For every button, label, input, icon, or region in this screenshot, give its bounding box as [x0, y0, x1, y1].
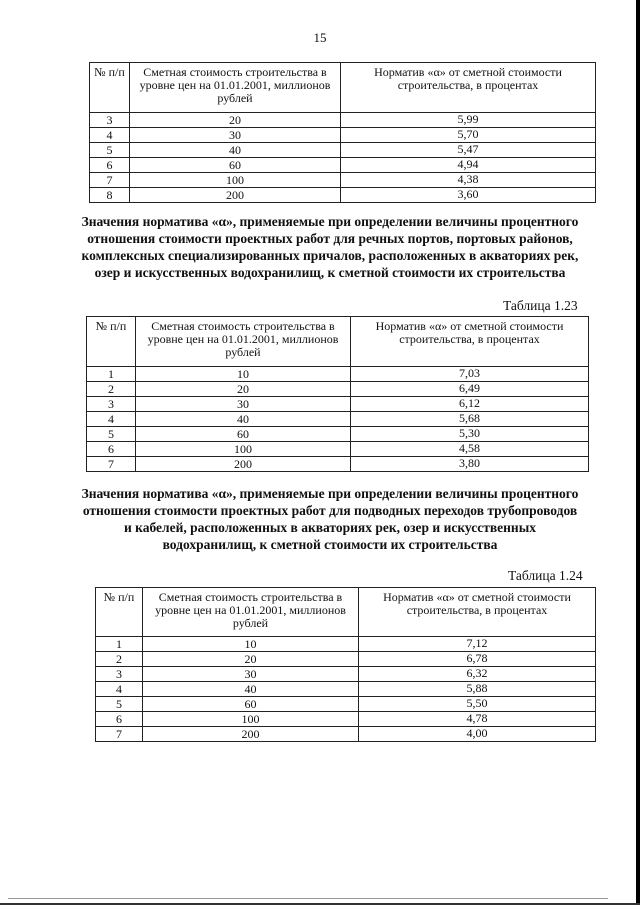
cell-cost: 100: [143, 712, 359, 727]
cell-norm: 5,70: [341, 128, 596, 143]
scan-edge-right: [636, 0, 640, 905]
cell-cost: 40: [136, 412, 351, 427]
table-body: [90, 113, 596, 203]
cell-number: 6: [87, 442, 136, 457]
cell-cost: 10: [136, 367, 351, 382]
cell-number: 8: [90, 188, 130, 203]
table-row: [96, 712, 596, 727]
cell-cost: 200: [143, 727, 359, 742]
table-row: [87, 457, 589, 472]
cell-cost: 200: [130, 188, 341, 203]
table-row: [90, 143, 596, 158]
cell-number: 2: [96, 652, 143, 667]
table-row: [96, 667, 596, 682]
cell-number: 4: [96, 682, 143, 697]
scan-edge-line: [8, 898, 608, 899]
table-label-1-24: Таблица 1.24: [508, 568, 583, 583]
cell-norm: 5,30: [351, 427, 589, 442]
cell-norm: 4,78: [359, 712, 596, 727]
table-row: [87, 412, 589, 427]
cell-number: 7: [96, 727, 143, 742]
cell-norm: 6,78: [359, 652, 596, 667]
table-row: [90, 113, 596, 128]
cell-norm: 5,99: [341, 113, 596, 128]
cell-number: 1: [87, 367, 136, 382]
table-1-23: [86, 316, 589, 472]
cell-number: 3: [87, 397, 136, 412]
table-body: [96, 637, 596, 742]
cell-number: 4: [90, 128, 130, 143]
cell-number: 6: [96, 712, 143, 727]
table-row: [87, 442, 589, 457]
section-caption-1-24: Значения норматива «α», применяемые при определении величины процентного отношения стоимости проектных работ для подводных переходов трубопроводов и кабелей, расположенных в акваториях рек, озер и искусственных водохранилищ, к сметной стоимости их строительства: [81, 486, 579, 552]
header-cost: Сметная стоимость строительства в уровне цен на 01.01.2001, миллионов рублей: [136, 317, 351, 367]
table-row: [96, 727, 596, 742]
header-no: № п/п: [90, 63, 130, 113]
cell-cost: 60: [143, 697, 359, 712]
cell-cost: 10: [143, 637, 359, 652]
table-row: [96, 637, 596, 652]
cell-number: 5: [87, 427, 136, 442]
cell-cost: 30: [130, 128, 341, 143]
cell-cost: 100: [130, 173, 341, 188]
section-caption-1-23: Значения норматива «α», применяемые при определении величины процентного отношения стоимости проектных работ для речных портов, портовых районов, комплексных специализированных причалов, расположенных в акваториях рек, озер и искусственных водохранилищ, к сметной стоимости их строительства: [81, 214, 579, 280]
table-1-24: [95, 587, 596, 742]
cell-number: 6: [90, 158, 130, 173]
cell-cost: 40: [130, 143, 341, 158]
cell-number: 5: [90, 143, 130, 158]
cell-cost: 60: [130, 158, 341, 173]
cell-norm: 4,00: [359, 727, 596, 742]
cell-cost: 60: [136, 427, 351, 442]
cell-norm: 5,47: [341, 143, 596, 158]
cell-number: 1: [96, 637, 143, 652]
cell-norm: 6,12: [351, 397, 589, 412]
table-row: [87, 427, 589, 442]
header-no: № п/п: [87, 317, 136, 367]
cell-number: 3: [96, 667, 143, 682]
cell-norm: 4,94: [341, 158, 596, 173]
cell-number: 7: [87, 457, 136, 472]
cell-cost: 20: [136, 382, 351, 397]
table-row: [90, 188, 596, 203]
cell-cost: 100: [136, 442, 351, 457]
cell-cost: 20: [130, 113, 341, 128]
table-row: [90, 173, 596, 188]
cell-norm: 7,03: [351, 367, 589, 382]
table-body: [87, 367, 589, 472]
table-label-1-23: Таблица 1.23: [503, 298, 578, 313]
cell-norm: 4,38: [341, 173, 596, 188]
cell-number: 3: [90, 113, 130, 128]
cell-norm: 6,32: [359, 667, 596, 682]
cell-cost: 20: [143, 652, 359, 667]
cell-number: 4: [87, 412, 136, 427]
header-norm: Норматив «α» от сметной стоимости строительства, в процентах: [359, 588, 596, 637]
header-norm: Норматив «α» от сметной стоимости строительства, в процентах: [341, 63, 596, 113]
cell-norm: 5,50: [359, 697, 596, 712]
cell-norm: 3,60: [341, 188, 596, 203]
table-continuation: [89, 62, 596, 203]
cell-number: 7: [90, 173, 130, 188]
cell-norm: 4,58: [351, 442, 589, 457]
cell-cost: 30: [143, 667, 359, 682]
table-row: [87, 397, 589, 412]
header-no: № п/п: [96, 588, 143, 637]
cell-norm: 3,80: [351, 457, 589, 472]
cell-number: 2: [87, 382, 136, 397]
table-row: [90, 158, 596, 173]
table-row: [96, 682, 596, 697]
cell-cost: 40: [143, 682, 359, 697]
header-norm: Норматив «α» от сметной стоимости строительства, в процентах: [351, 317, 589, 367]
table-row: [87, 382, 589, 397]
cell-cost: 200: [136, 457, 351, 472]
cell-norm: 5,88: [359, 682, 596, 697]
table-row: [96, 697, 596, 712]
header-cost: Сметная стоимость строительства в уровне цен на 01.01.2001, миллионов рублей: [130, 63, 341, 113]
table-header-row: [96, 588, 596, 637]
cell-norm: 6,49: [351, 382, 589, 397]
table-row: [96, 652, 596, 667]
table-header-row: [90, 63, 596, 113]
cell-number: 5: [96, 697, 143, 712]
header-cost: Сметная стоимость строительства в уровне цен на 01.01.2001, миллионов рублей: [143, 588, 359, 637]
cell-norm: 5,68: [351, 412, 589, 427]
cell-norm: 7,12: [359, 637, 596, 652]
table-row: [90, 128, 596, 143]
cell-cost: 30: [136, 397, 351, 412]
table-header-row: [87, 317, 589, 367]
table-row: [87, 367, 589, 382]
page-number: 15: [313, 30, 327, 45]
